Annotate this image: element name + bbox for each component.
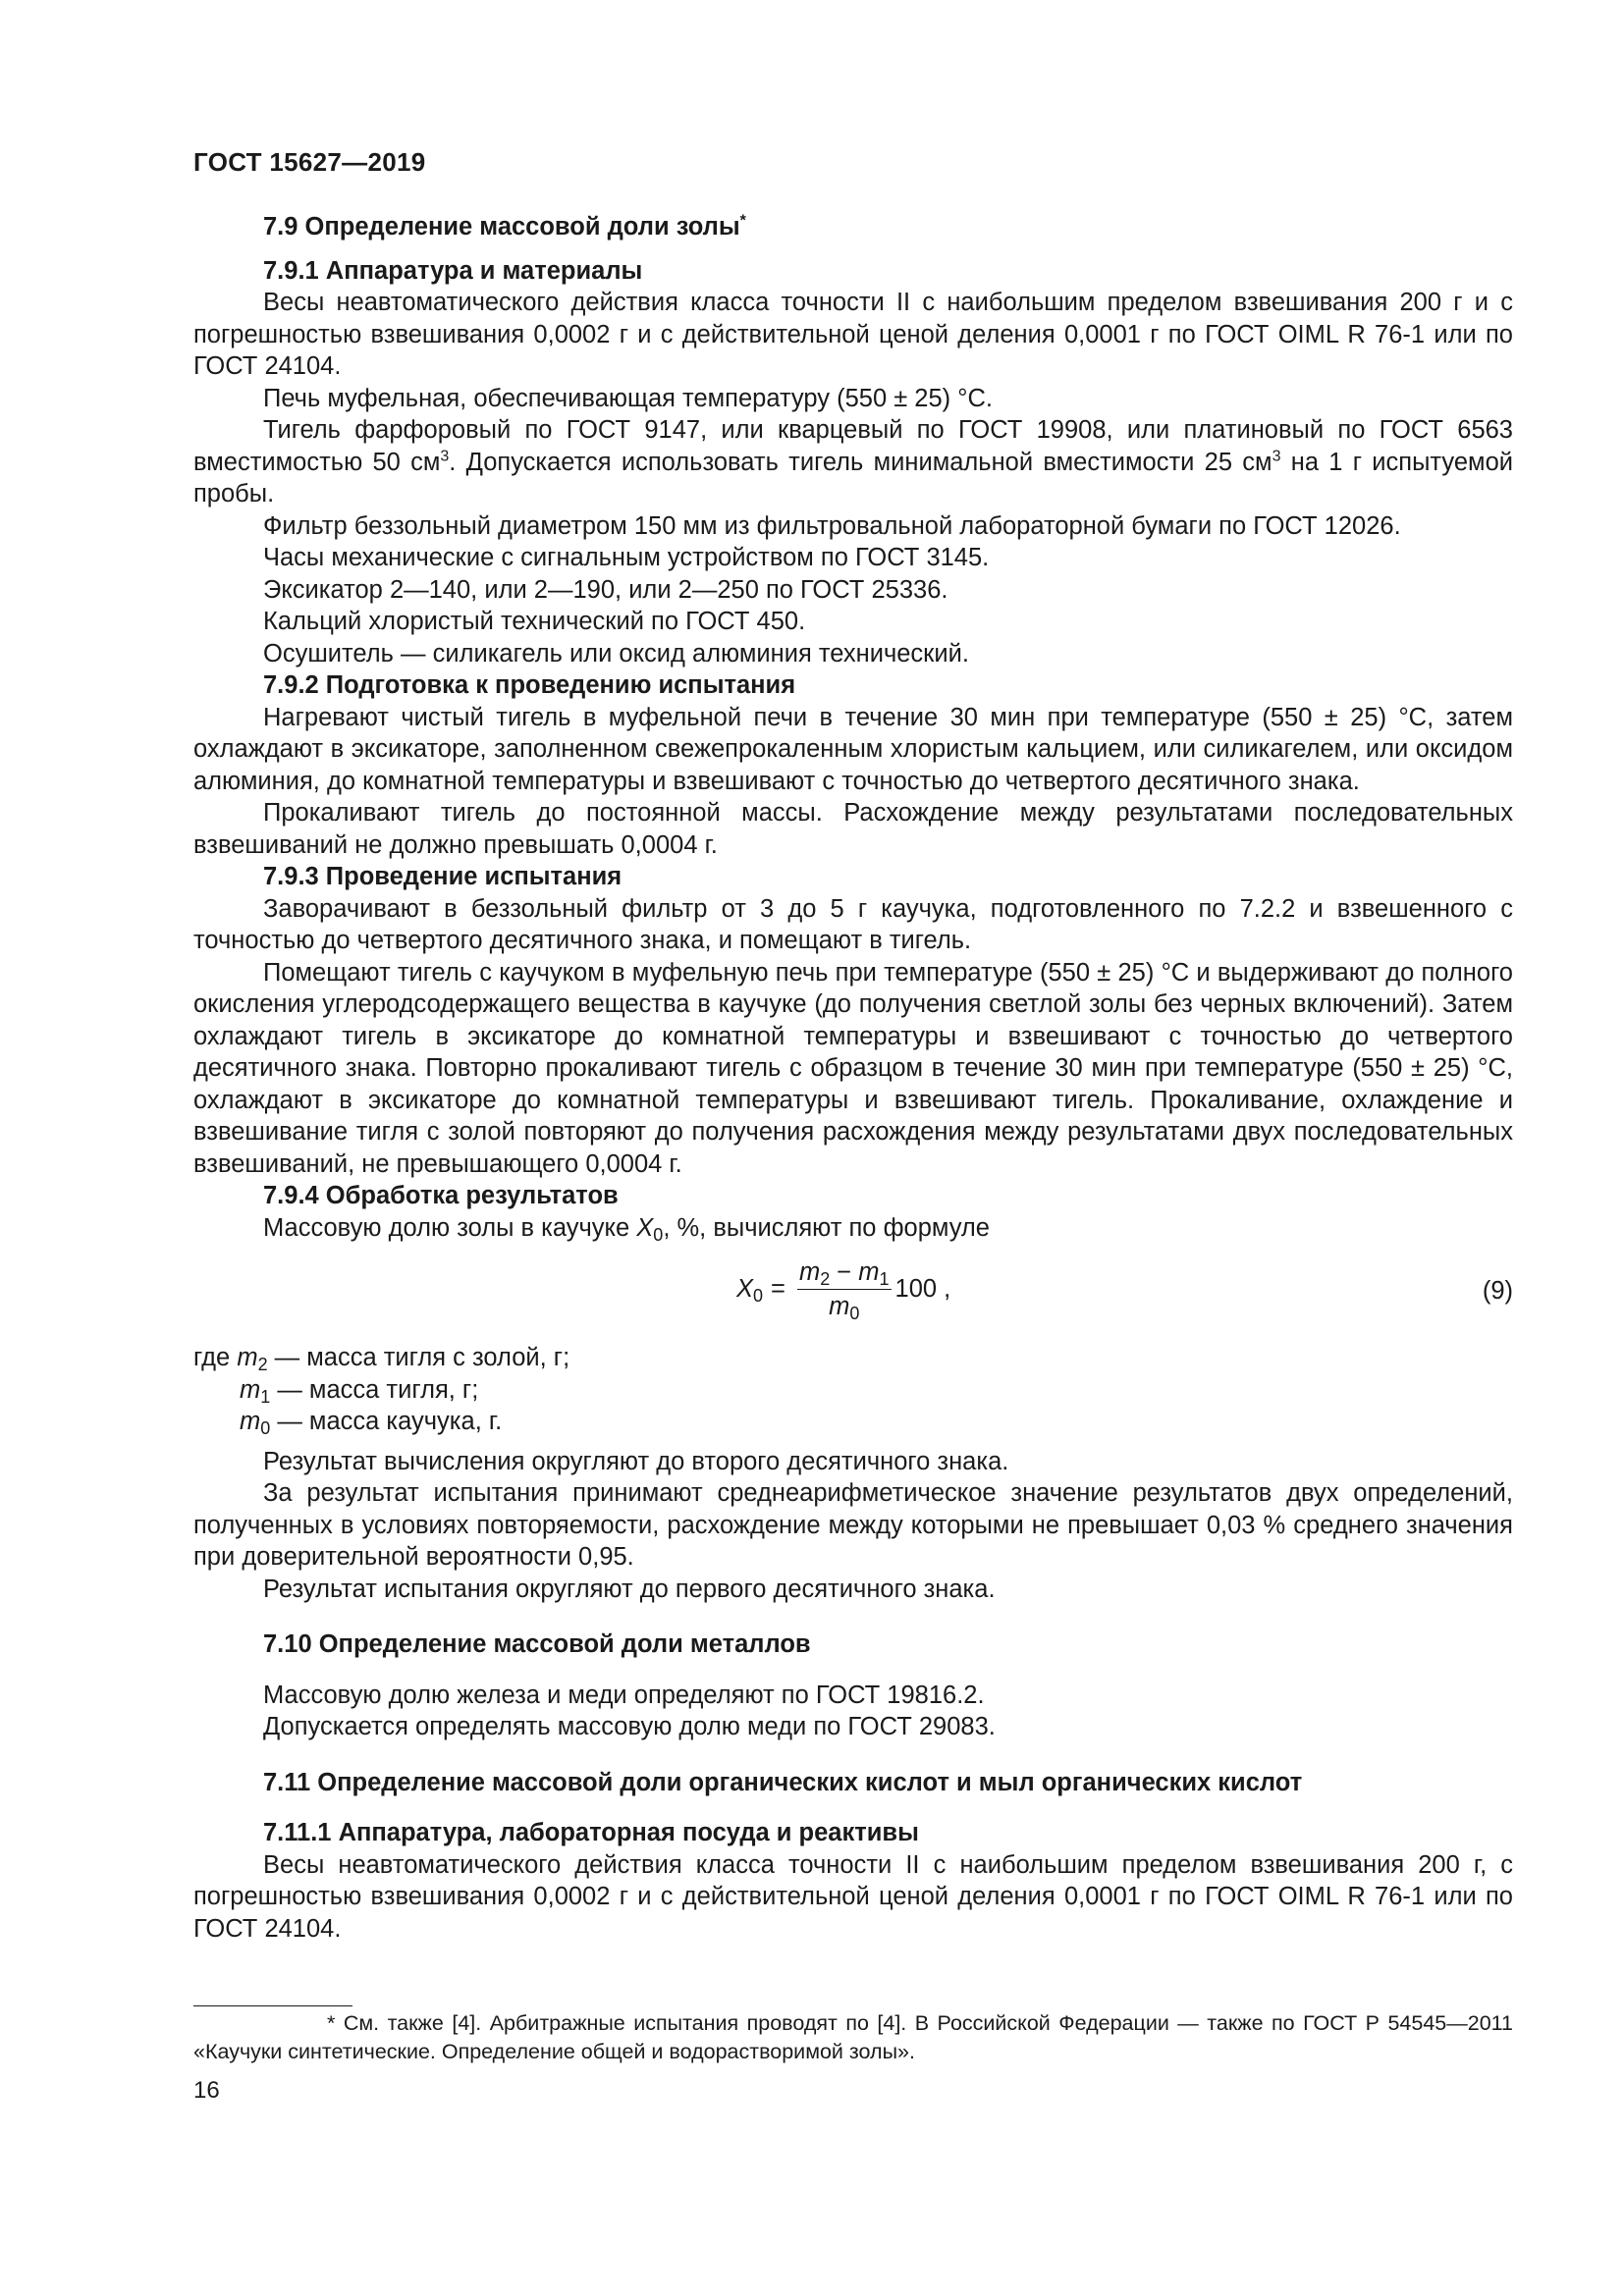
paragraph-scales-2: Весы неавтоматического действия класса точности II с наибольшим пределом взвешивания 200 г, с погрешностью взвешивания 0,0002 г и с действительной ценой деления 0,0001 г по ГОСТ OIML R 76-1 или по ГОСТ 24104. — [193, 1850, 1513, 1943]
paragraph-constant-mass: Прокаливают тигель до постоянной массы. Расхождение между результатами последовательных взвешиваний не должно превышать 0,0004 г. — [193, 799, 1513, 859]
paragraph-formula-intro: Массовую долю золы в каучуке $X_0$, %, вычисляют по формуле — [263, 1213, 990, 1245]
legend-m2: где $m_2$ — масса тигля с золой, г; — [193, 1344, 570, 1374]
paragraph-iron-copper: Массовую долю железа и меди определяют по ГОСТ 19816.2. — [263, 1681, 985, 1709]
paragraph-wrap-sample: Заворачивают в беззольный фильтр от 3 до 5 г каучука, подготовленного по 7.2.2 и взвешенного с точностью до четвертого десятичного знака, и помещают в тигель. — [193, 894, 1513, 954]
section-7-9-3-title: 7.9.3 Проведение испытания — [263, 863, 623, 890]
formula-factor: 100 , — [894, 1275, 951, 1304]
footnote-mark: * — [739, 212, 746, 230]
formula-fraction — [797, 1257, 892, 1321]
formula-equals: = — [771, 1275, 785, 1304]
paragraph-crucible: Тигель фарфоровый по ГОСТ 9147, или кварцевый по ГОСТ 19908, или платиновый по ГОСТ 6563 вместимостью 50 $см^3$. Допускается использовать тигель минимальной вместимости 25 $см^3$ на 1 г испытуемой пробы. — [193, 416, 1513, 507]
section-7-11-1-title: 7.11.1 Аппаратура, лабораторная посуда и реактивы — [263, 1819, 919, 1846]
page-content — [193, 211, 1513, 1945]
symbol-x: X — [636, 1213, 654, 1242]
legend-m0: $m_0$ — масса каучука, г. — [240, 1408, 503, 1438]
paragraph-copper-alt: Допускается определять массовую долю меди по ГОСТ 29083. — [263, 1713, 996, 1740]
document-code: ГОСТ 15627—2019 — [193, 147, 426, 177]
section-7-11-title: 7.11 Определение массовой доли органических кислот и мыл органических кислот — [263, 1768, 1303, 1796]
cube-superscript: 3 — [440, 448, 450, 464]
footnote-divider — [193, 2005, 352, 2006]
section-7-9-title — [193, 211, 1513, 243]
cube-superscript: 3 — [1272, 448, 1281, 464]
page-number: 16 — [193, 2077, 220, 2104]
paragraph-scales: Весы неавтоматического действия класса точности II с наибольшим пределом взвешивания 200 г и с погрешностью взвешивания 0,0002 г и с действительной ценой деления 0,0001 г по ГОСТ OIML R 76-1 или по ГОСТ 24104. — [193, 289, 1513, 380]
formula-9 — [193, 1252, 1513, 1338]
paragraph-calcination: Помещают тигель с каучуком в муфельную печь при температуре (550 ± 25) °С и выдерживают до полного окисления углеродсодержащего вещества в каучуке (до получения светлой золы без черных включений). Затем охлаждают тигель в эксикаторе до комнатной температуры и взвешивают с точностью до четвертого десятичного знака. Повторно прокаливают тигель с образцом в течение 30 мин при температуре (550 ± 25) °С, охлаждают в эксикаторе до комнатной температуры и взвешивают тигель. Прокаливание, охлаждение и взвешивание тигля с золой повторяют до получения расхождения между результатами двух последовательных взвешиваний, не превышающего 0,0004 г. — [193, 958, 1513, 1178]
paragraph-filter: Фильтр беззольный диаметром 150 мм из фильтровальной лабораторной бумаги по ГОСТ 12026. — [263, 511, 1401, 540]
section-7-9-1-title: 7.9.1 Аппаратура и материалы — [263, 256, 643, 285]
footnote: * См. также [4]. Арбитражные испытания проводят по [4]. В Российской Федерации — также по ГОСТ Р 54545—2011 «Каучуки синтетические. Определение общей и водорастворимой золы». — [193, 2011, 1513, 2063]
paragraph-heating: Нагревают чистый тигель в муфельной печи в течение 30 мин при температуре (550 ± 25) °С, затем охлаждают в эксикаторе, заполненном свежепрокаленным хлористым кальцием, или силикагелем, или оксидом алюминия, до комнатной температуры и взвешивают с точностью до четвертого десятичного знака. — [193, 703, 1513, 795]
formula-expression — [736, 1257, 950, 1321]
paragraph-result-definition: За результат испытания принимают среднеарифметическое значение результатов двух определений, полученных в условиях повторяемости, расхождение между которыми не превышает 0,03 % среднего значения при доверительной вероятности 0,95. — [193, 1479, 1513, 1571]
fraction-numerator: $m_2 - m_1$ — [798, 1258, 890, 1289]
section-7-9-4-title: 7.9.4 Обработка результатов — [263, 1182, 619, 1209]
paragraph-result-rounding: Результат испытания округляют до первого десятичного знака. — [263, 1575, 996, 1603]
section-7-10-title: 7.10 Определение массовой доли металлов — [263, 1630, 811, 1658]
section-7-9-2-title: 7.9.2 Подготовка к проведению испытания — [263, 671, 796, 699]
paragraph-calcium-chloride: Кальций хлористый технический по ГОСТ 450. — [263, 608, 806, 635]
formula-legend — [193, 1342, 1513, 1438]
paragraph-desiccant: Осушитель — силикагель или оксид алюминия технический. — [263, 639, 969, 667]
paragraph-desiccator: Эксикатор 2—140, или 2—190, или 2—250 по ГОСТ 25336. — [263, 575, 948, 604]
paragraph-rounding: Результат вычисления округляют до второго десятичного знака. — [263, 1447, 1009, 1475]
formula-number: (9) — [1482, 1277, 1513, 1305]
paragraph-clock: Часы механические с сигнальным устройством по ГОСТ 3145. — [263, 544, 990, 571]
fraction-denominator: $m_0$ — [829, 1293, 860, 1323]
legend-m1: $m_1$ — масса тигля, г; — [240, 1375, 479, 1407]
paragraph-furnace: Печь муфельная, обеспечивающая температуру (550 ± 25) °С. — [263, 384, 993, 412]
formula-lhs: $X_0$ — [736, 1275, 764, 1307]
section-7-9-title-text: 7.9 Определение массовой доли золы — [263, 213, 740, 240]
